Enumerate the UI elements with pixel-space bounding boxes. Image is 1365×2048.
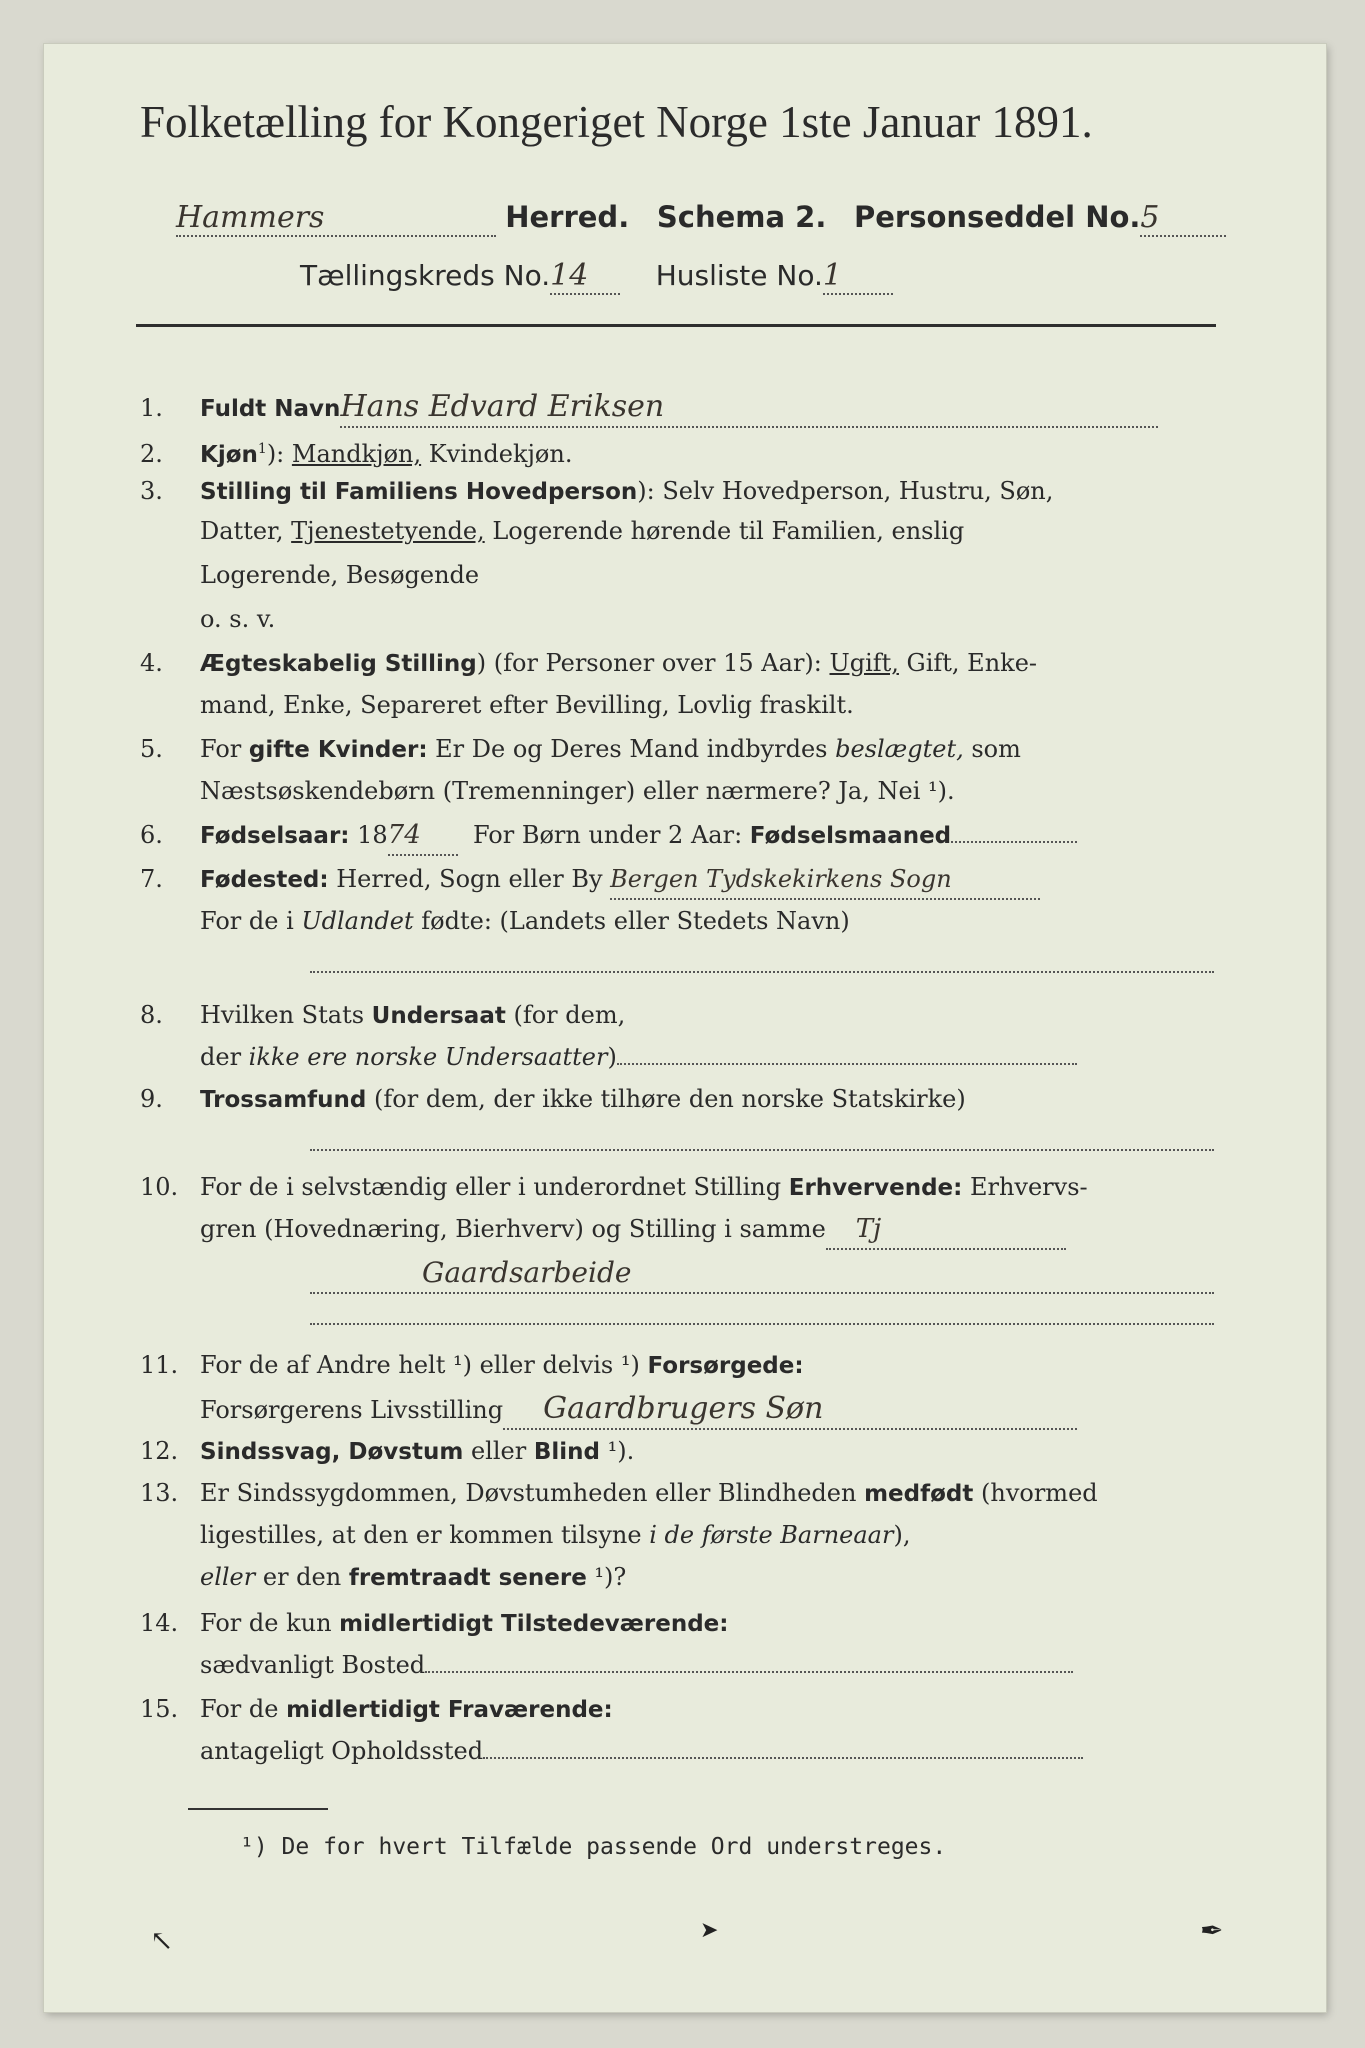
item-text: Logerende hørende til Familien, enslig — [484, 517, 965, 545]
item-text: Datter, — [200, 517, 292, 545]
item-4-line-1 — [140, 644, 1230, 683]
item-text: i de første Barneaar — [649, 1521, 894, 1549]
item-label: Fødested: — [200, 867, 329, 893]
occupation-value: Gaardsarbeide — [310, 1254, 1214, 1294]
item-9 — [140, 1080, 1230, 1119]
provider-occupation-value: Gaardbrugers Søn — [503, 1390, 1077, 1430]
gender-selected: Mandkjøn, — [291, 440, 422, 468]
item-10-line-2 — [200, 1210, 1290, 1250]
position-selected: Tjenestetyende, — [291, 517, 485, 545]
item-text: eller — [463, 1437, 534, 1465]
item-13-line-2 — [200, 1516, 1290, 1554]
item-label: midlertidigt Tilstedeværende: — [339, 1611, 729, 1637]
schema-label: Schema 2. — [656, 200, 827, 234]
item-label: gifte Kvinder: — [248, 737, 428, 763]
item-text: der — [200, 1043, 249, 1071]
occupation-extra-field — [310, 1323, 1214, 1325]
item-3-line-2 — [200, 512, 1290, 550]
header-line-2 — [300, 258, 893, 295]
religion-field — [310, 1149, 1214, 1151]
item-text: ) — [607, 1043, 617, 1071]
item-text: Udlandet — [301, 907, 414, 935]
pen-mark: ➤ — [700, 1918, 719, 1943]
item-text: Hvilken Stats — [200, 1001, 372, 1029]
probable-residence-field — [483, 1757, 1083, 1759]
item-label: Kjøn — [200, 442, 258, 468]
item-12 — [140, 1432, 1230, 1471]
item-number: 15. — [140, 1695, 179, 1723]
form-title: Folketælling for Kongeriget Norge 1ste Januar 1891. — [140, 97, 1093, 147]
item-3-line-4: o. s. v. — [200, 605, 276, 633]
item-text: (hvormed — [973, 1479, 1098, 1507]
item-11-line-1 — [140, 1346, 1230, 1385]
item-text: For Børn under 2 Aar: — [472, 821, 750, 849]
item-11-line-2 — [200, 1390, 1290, 1430]
item-label: medfødt — [864, 1481, 974, 1507]
kreds-value: 14 — [550, 258, 620, 295]
item-text: For — [200, 735, 249, 763]
pen-mark: ↖ — [150, 1924, 174, 1957]
footnote-rule — [188, 1808, 328, 1810]
item-4-line-2: mand, Enke, Separeret efter Bevilling, Lovlig fraskilt. — [200, 691, 854, 719]
item-number: 9. — [140, 1085, 163, 1113]
occupation-position-value: Tj — [826, 1210, 1066, 1250]
header-rule — [136, 324, 1216, 327]
item-number: 13. — [140, 1479, 179, 1507]
item-label: Forsørgede: — [647, 1353, 804, 1379]
item-10-line-1 — [140, 1168, 1230, 1207]
item-text: fødte: (Landets eller Stedets Navn) — [413, 907, 850, 935]
gender-option: Kvindekjøn. — [421, 440, 573, 468]
item-label: Fuldt Navn — [200, 396, 341, 422]
marital-selected: Ugift, — [829, 649, 899, 677]
item-label: Sindssvag, Døvstum — [200, 1439, 464, 1465]
item-5-line-2: Næstsøskendebørn (Tremenninger) eller nærmere? Ja, Nei ¹). — [200, 777, 955, 805]
item-number: 1. — [140, 394, 163, 422]
item-number: 7. — [140, 865, 163, 893]
full-name-value: Hans Edvard Eriksen — [340, 388, 1158, 428]
item-2 — [140, 430, 1230, 474]
item-9-line-2 — [310, 1124, 1365, 1162]
item-text: som — [963, 735, 1021, 763]
item-label: midlertidigt Fraværende: — [286, 1697, 613, 1723]
item-text: ¹). — [599, 1437, 635, 1465]
item-text: eller — [200, 1563, 256, 1591]
item-text: beslægtet, — [835, 735, 964, 763]
husliste-label: Husliste No. — [655, 259, 823, 292]
item-text: antageligt Opholdssted — [200, 1737, 484, 1765]
item-3-line-1 — [140, 472, 1230, 511]
item-number: 8. — [140, 1001, 163, 1029]
item-3-line-3: Logerende, Besøgende — [200, 561, 480, 589]
item-text: Erhvervs- — [962, 1173, 1088, 1201]
item-label: Undersaat — [371, 1003, 506, 1029]
item-14-line-1 — [140, 1604, 1230, 1643]
foreign-birthplace-field — [310, 971, 1214, 973]
item-label: Stilling til Familiens Hovedperson — [200, 479, 638, 505]
item-text: For de i — [200, 907, 302, 935]
item-text: Forsørgerens Livsstilling — [200, 1396, 504, 1424]
item-label: Fødselsaar: — [200, 823, 350, 849]
item-label: Fødselsmaaned — [749, 823, 952, 849]
item-text: Herred, Sogn eller By — [328, 865, 611, 893]
birth-month-field — [951, 841, 1077, 843]
item-text: gren (Hovednæring, Bierhverv) og Stilling i samme — [200, 1215, 826, 1243]
personseddel-value: 5 — [1140, 200, 1226, 237]
item-label: Blind — [533, 1439, 600, 1465]
item-text: ikke ere norske Undersaatter — [248, 1043, 608, 1071]
item-text: ¹)? — [586, 1563, 627, 1591]
item-label: Ægteskabelig Stilling — [200, 651, 477, 677]
item-text: ): Selv Hovedperson, Hustru, Søn, — [637, 477, 1054, 505]
item-text: For de i selvstændig eller i underordnet Stilling — [200, 1173, 789, 1201]
item-text: sædvanligt Bosted — [200, 1651, 426, 1679]
item-15-line-2 — [200, 1732, 1290, 1770]
item-15-line-1 — [140, 1690, 1230, 1729]
item-text: ), — [893, 1521, 911, 1549]
herred-label: Herred. — [505, 200, 630, 234]
item-6 — [140, 816, 1230, 856]
item-13-line-1 — [140, 1474, 1230, 1513]
kreds-label: Tællingskreds No. — [300, 259, 551, 292]
item-text: (for dem, der ikke tilhøre den norske Statskirke) — [366, 1085, 966, 1113]
item-number: 14. — [140, 1609, 179, 1637]
item-text: Er Sindssygdommen, Døvstumheden eller Blindheden — [200, 1479, 865, 1507]
item-7-line-3 — [310, 946, 1365, 984]
item-text: For de af Andre helt ¹) eller delvis ¹) — [200, 1351, 648, 1379]
item-number: 4. — [140, 649, 163, 677]
herred-value: Hammers — [176, 200, 496, 237]
item-number: 2. — [140, 440, 163, 468]
item-text: Er De og Deres Mand indbyrdes — [427, 735, 836, 763]
item-text: (for dem, — [505, 1001, 626, 1029]
item-text: For de kun — [200, 1609, 340, 1637]
item-number: 3. — [140, 477, 163, 505]
footnote: ¹) De for hvert Tilfælde passende Ord understreges. — [240, 1834, 947, 1860]
item-8-line-1 — [140, 996, 1230, 1035]
item-label: Trossamfund — [200, 1087, 367, 1113]
item-14-line-2 — [200, 1646, 1290, 1684]
item-label: Erhvervende: — [788, 1175, 963, 1201]
item-number: 12. — [140, 1437, 179, 1465]
item-label: fremtraadt senere — [348, 1565, 587, 1591]
item-number: 6. — [140, 821, 163, 849]
header-line-1 — [176, 200, 1226, 237]
item-7-line-1 — [140, 860, 1230, 900]
item-number: 10. — [140, 1173, 179, 1201]
item-number: 5. — [140, 735, 163, 763]
item-8-line-2 — [200, 1038, 1290, 1076]
item-text: ) (for Personer over 15 Aar): — [476, 649, 830, 677]
birthplace-value: Bergen Tydskekirkens Sogn — [610, 860, 1040, 900]
item-text: er den — [255, 1563, 349, 1591]
item-1 — [140, 388, 1230, 428]
husliste-value: 1 — [823, 258, 893, 295]
item-10-line-3 — [310, 1254, 1365, 1294]
item-10-line-4 — [310, 1298, 1365, 1336]
personseddel-label: Personseddel No. — [854, 200, 1141, 234]
footnote-ref: 1 — [257, 441, 267, 457]
usual-residence-field — [425, 1671, 1073, 1673]
item-text: For de — [200, 1695, 287, 1723]
item-text: Gift, Enke- — [898, 649, 1038, 677]
birth-year-value: 74 — [388, 816, 458, 856]
item-number: 11. — [140, 1351, 179, 1379]
item-7-line-2 — [200, 902, 1290, 940]
item-text: ligestilles, at den er kommen tilsyne — [200, 1521, 650, 1549]
citizenship-field — [617, 1063, 1077, 1065]
item-text: 18 — [349, 821, 388, 849]
item-5-line-1 — [140, 730, 1230, 769]
item-text: ): — [266, 440, 292, 468]
item-13-line-3 — [200, 1558, 1290, 1597]
pen-mark: ✒ — [1200, 1914, 1224, 1947]
